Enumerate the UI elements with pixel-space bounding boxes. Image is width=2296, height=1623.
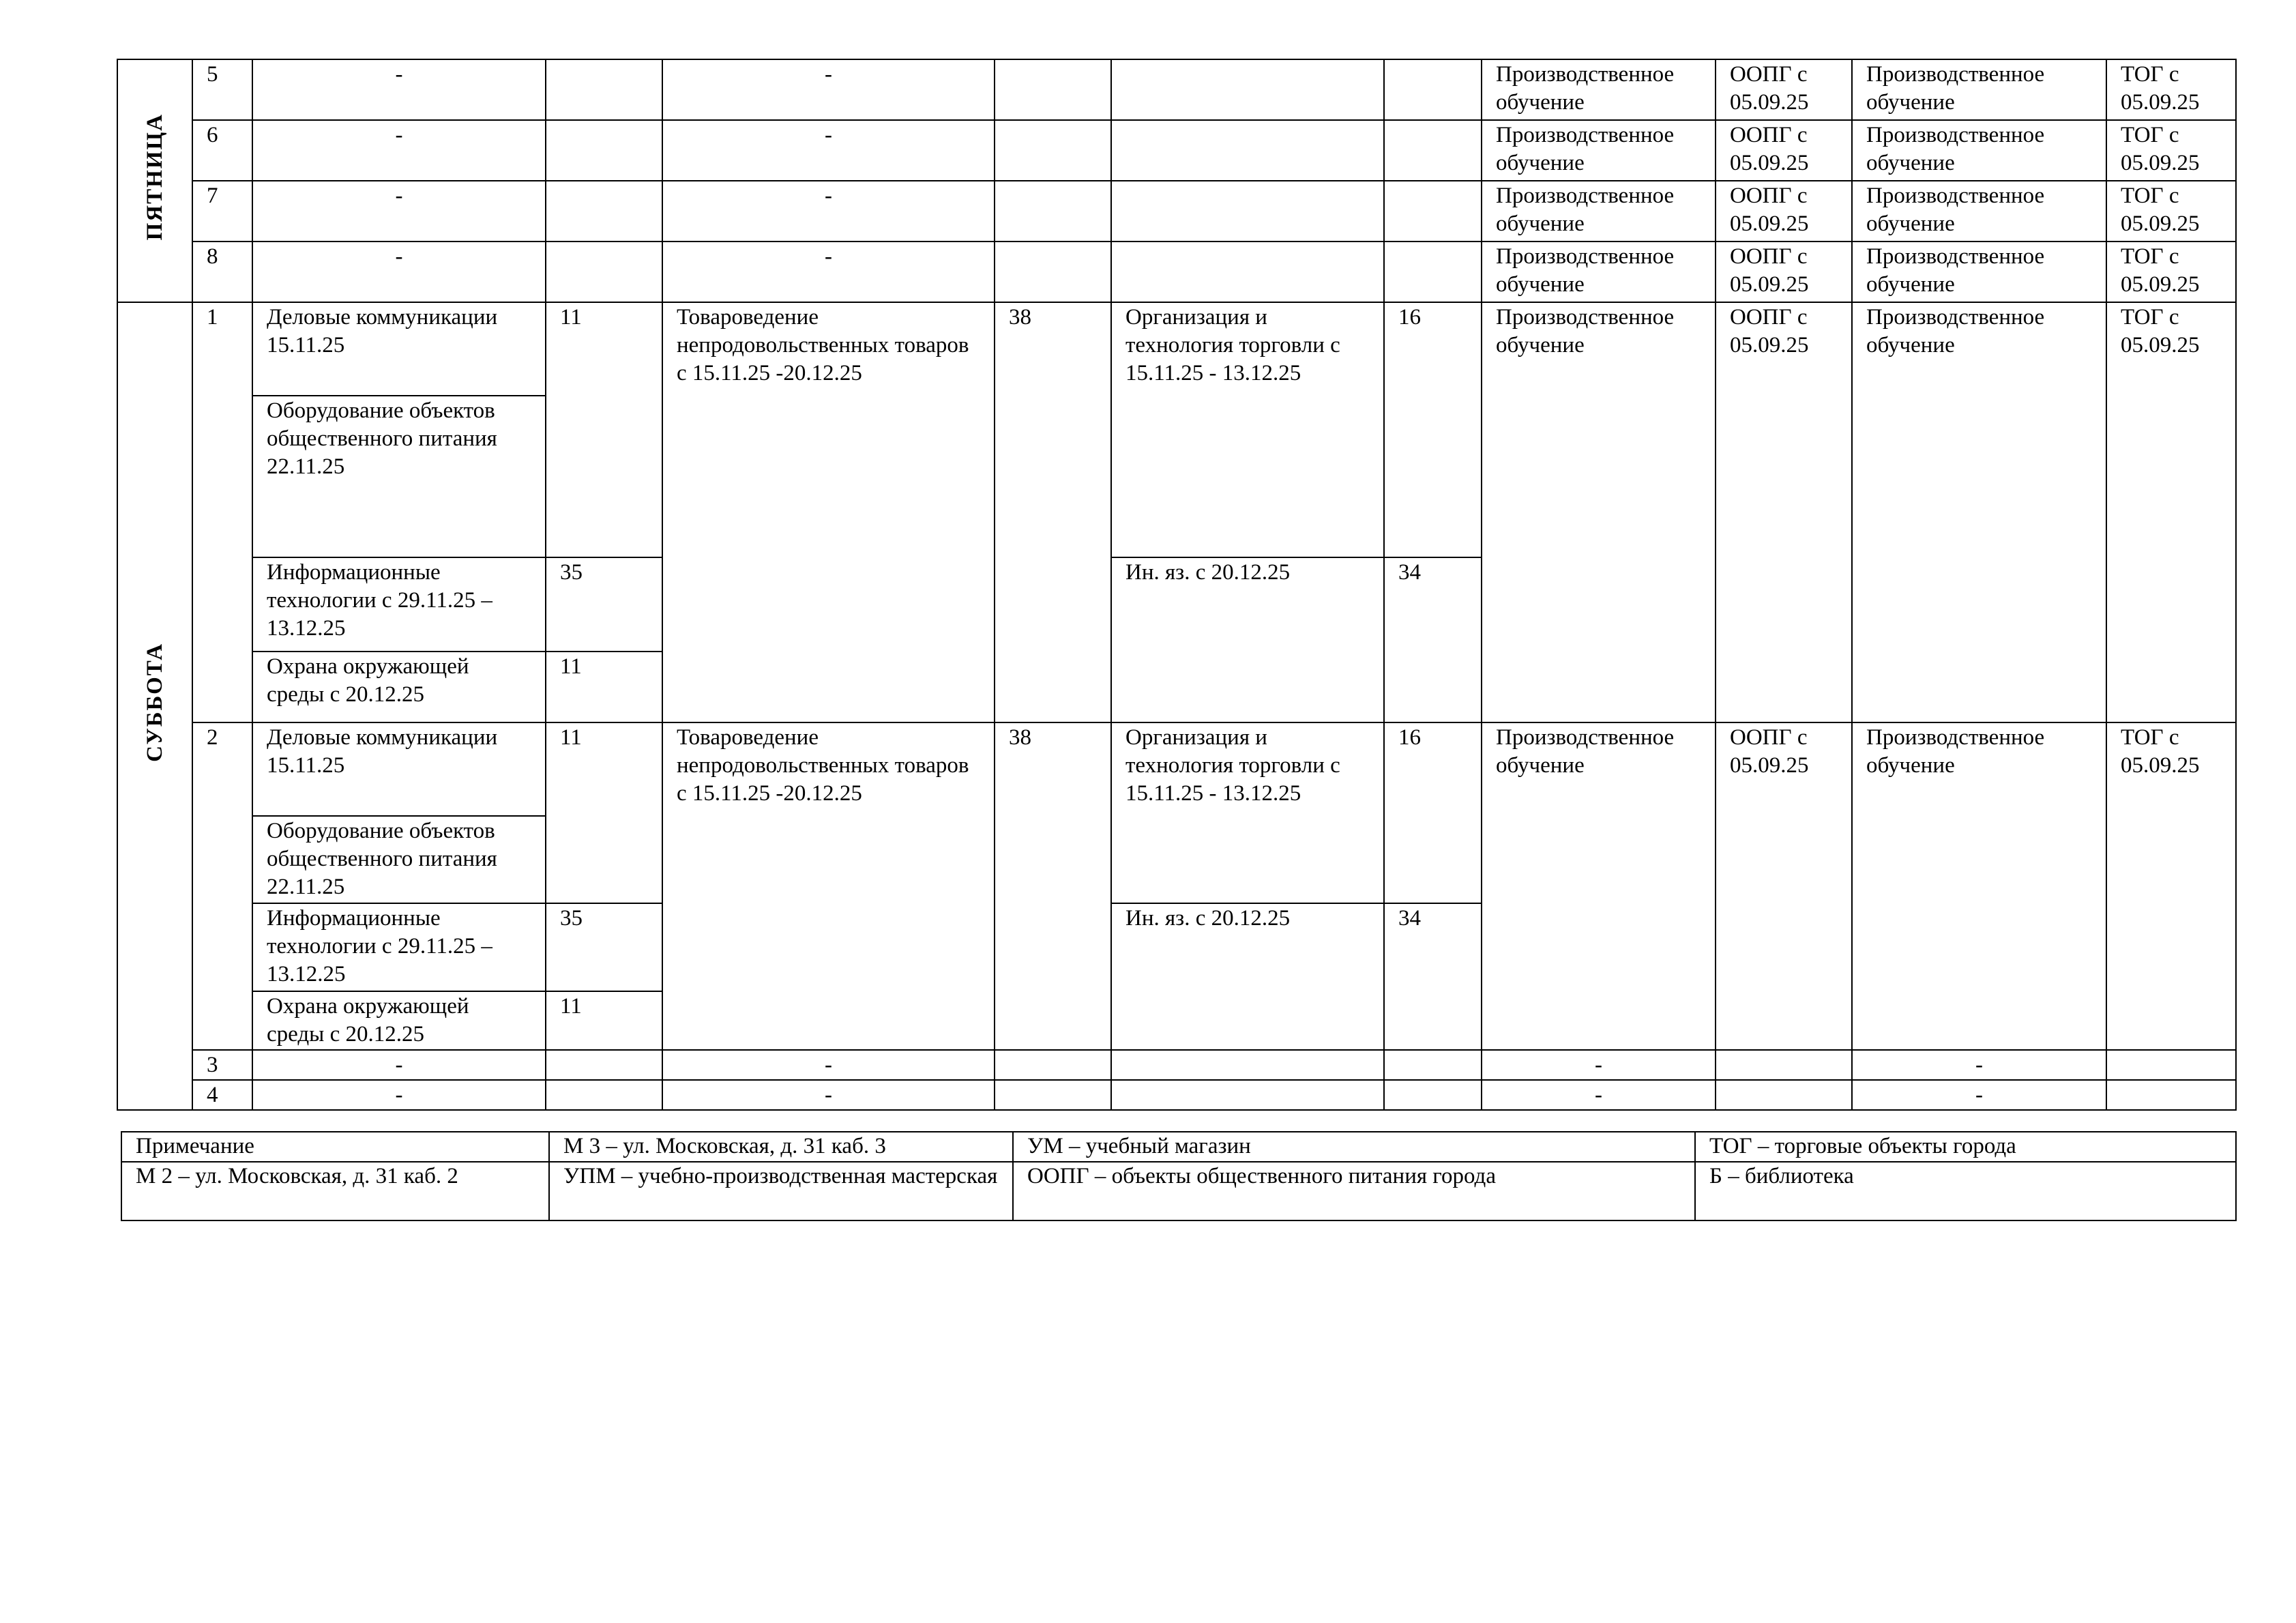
room-cell — [995, 1080, 1111, 1110]
subject-cell — [1111, 242, 1384, 302]
subject-cell: Оборудование объектов общественного питания 22.11.25 — [252, 396, 546, 557]
location-cell: ООПГ с 05.09.25 — [1716, 181, 1852, 242]
room-cell — [546, 59, 662, 120]
subject-cell: Организация и технология торговли с 15.11.25 - 13.12.25 — [1111, 722, 1384, 903]
subject-cell: Ин. яз. с 20.12.25 — [1111, 903, 1384, 1050]
subject-cell: - — [662, 242, 995, 302]
notes-table — [121, 1131, 2237, 1221]
practice-cell: Производственное обучение — [1482, 722, 1716, 1050]
subject-cell: Охрана окружающей среды с 20.12.25 — [252, 652, 546, 722]
location-cell — [1716, 1080, 1852, 1110]
room-cell: 38 — [995, 722, 1111, 1050]
location-cell: ТОГ с 05.09.25 — [2106, 302, 2236, 722]
room-cell: 11 — [546, 991, 662, 1050]
practice-cell: - — [1852, 1050, 2106, 1080]
subject-cell: - — [662, 120, 995, 181]
notes-cell: Примечание — [121, 1132, 549, 1162]
subject-cell — [1111, 1050, 1384, 1080]
practice-cell: Производственное обучение — [1482, 120, 1716, 181]
room-cell — [995, 181, 1111, 242]
location-cell: ООПГ с 05.09.25 — [1716, 59, 1852, 120]
table-row — [117, 242, 2236, 302]
table-row — [121, 1162, 2236, 1220]
day-label: СУББОТА — [142, 643, 167, 762]
subject-cell: - — [662, 1050, 995, 1080]
room-cell — [995, 1050, 1111, 1080]
room-cell — [546, 1080, 662, 1110]
room-cell — [1384, 242, 1482, 302]
room-cell: 34 — [1384, 557, 1482, 722]
table-row — [117, 722, 2236, 816]
practice-cell: Производственное обучение — [1852, 120, 2106, 181]
location-cell: ТОГ с 05.09.25 — [2106, 181, 2236, 242]
room-cell: 38 — [995, 302, 1111, 722]
subject-cell: Товароведение непродовольственных товаров с 15.11.25 -20.12.25 — [662, 302, 995, 722]
practice-cell: Производственное обучение — [1852, 722, 2106, 1050]
practice-cell: Производственное обучение — [1482, 302, 1716, 722]
room-cell — [995, 242, 1111, 302]
subject-cell: Охрана окружающей среды с 20.12.25 — [252, 991, 546, 1050]
subject-cell: Оборудование объектов общественного питания 22.11.25 — [252, 816, 546, 903]
table-row — [117, 181, 2236, 242]
table-row — [117, 1080, 2236, 1110]
subject-cell — [1111, 120, 1384, 181]
room-cell — [1384, 1080, 1482, 1110]
subject-cell: Ин. яз. с 20.12.25 — [1111, 557, 1384, 722]
table-row — [121, 1132, 2236, 1162]
notes-cell: ООПГ – объекты общественного питания города — [1013, 1162, 1695, 1220]
day-cell-saturday — [117, 302, 192, 1110]
subject-cell: - — [252, 242, 546, 302]
lesson-number: 8 — [192, 242, 252, 302]
subject-cell: Организация и технология торговли с 15.11.25 - 13.12.25 — [1111, 302, 1384, 557]
room-cell — [995, 120, 1111, 181]
subject-cell: - — [662, 59, 995, 120]
room-cell — [1384, 181, 1482, 242]
location-cell: ТОГ с 05.09.25 — [2106, 722, 2236, 1050]
room-cell: 34 — [1384, 903, 1482, 1050]
lesson-number: 3 — [192, 1050, 252, 1080]
notes-cell: Б – библиотека — [1695, 1162, 2236, 1220]
subject-cell: Информационные технологии с 29.11.25 – 13.12.25 — [252, 903, 546, 991]
location-cell: ООПГ с 05.09.25 — [1716, 722, 1852, 1050]
day-label: ПЯТНИЦА — [142, 113, 167, 241]
practice-cell: Производственное обучение — [1852, 302, 2106, 722]
subject-cell — [1111, 59, 1384, 120]
lesson-number: 6 — [192, 120, 252, 181]
practice-cell: - — [1852, 1080, 2106, 1110]
room-cell — [546, 181, 662, 242]
subject-cell: - — [252, 59, 546, 120]
notes-cell: М 3 – ул. Московская, д. 31 каб. 3 — [549, 1132, 1013, 1162]
subject-cell: - — [252, 1050, 546, 1080]
lesson-number: 1 — [192, 302, 252, 722]
notes-cell: УМ – учебный магазин — [1013, 1132, 1695, 1162]
room-cell: 11 — [546, 652, 662, 722]
practice-cell: - — [1482, 1080, 1716, 1110]
notes-cell: М 2 – ул. Московская, д. 31 каб. 2 — [121, 1162, 549, 1220]
room-cell — [1384, 59, 1482, 120]
practice-cell: - — [1482, 1050, 1716, 1080]
location-cell: ООПГ с 05.09.25 — [1716, 120, 1852, 181]
room-cell: 35 — [546, 557, 662, 652]
room-cell — [546, 1050, 662, 1080]
room-cell — [546, 242, 662, 302]
subject-cell — [1111, 1080, 1384, 1110]
practice-cell: Производственное обучение — [1482, 59, 1716, 120]
table-row — [117, 120, 2236, 181]
practice-cell: Производственное обучение — [1852, 181, 2106, 242]
practice-cell: Производственное обучение — [1482, 242, 1716, 302]
lesson-number: 2 — [192, 722, 252, 1050]
location-cell — [2106, 1080, 2236, 1110]
subject-cell: Товароведение непродовольственных товаров с 15.11.25 -20.12.25 — [662, 722, 995, 1050]
location-cell: ТОГ с 05.09.25 — [2106, 242, 2236, 302]
practice-cell: Производственное обучение — [1482, 181, 1716, 242]
table-row — [117, 1050, 2236, 1080]
table-row — [117, 302, 2236, 396]
subject-cell — [1111, 181, 1384, 242]
practice-cell: Производственное обучение — [1852, 59, 2106, 120]
subject-cell: Деловые коммуникации 15.11.25 — [252, 722, 546, 816]
notes-cell: ТОГ – торговые объекты города — [1695, 1132, 2236, 1162]
location-cell: ТОГ с 05.09.25 — [2106, 59, 2236, 120]
day-cell-friday — [117, 59, 192, 302]
room-cell: 11 — [546, 722, 662, 903]
subject-cell: - — [662, 1080, 995, 1110]
subject-cell: Деловые коммуникации 15.11.25 — [252, 302, 546, 396]
room-cell — [1384, 1050, 1482, 1080]
location-cell: ТОГ с 05.09.25 — [2106, 120, 2236, 181]
room-cell: 11 — [546, 302, 662, 557]
room-cell — [546, 120, 662, 181]
subject-cell: - — [662, 181, 995, 242]
subject-cell: - — [252, 181, 546, 242]
schedule-table — [117, 59, 2237, 1111]
location-cell — [1716, 1050, 1852, 1080]
location-cell: ООПГ с 05.09.25 — [1716, 242, 1852, 302]
room-cell — [995, 59, 1111, 120]
room-cell: 16 — [1384, 302, 1482, 557]
room-cell — [1384, 120, 1482, 181]
location-cell — [2106, 1050, 2236, 1080]
subject-cell: - — [252, 1080, 546, 1110]
notes-cell: УПМ – учебно-производственная мастерская — [549, 1162, 1013, 1220]
location-cell: ООПГ с 05.09.25 — [1716, 302, 1852, 722]
lesson-number: 5 — [192, 59, 252, 120]
practice-cell: Производственное обучение — [1852, 242, 2106, 302]
lesson-number: 7 — [192, 181, 252, 242]
room-cell: 16 — [1384, 722, 1482, 903]
room-cell: 35 — [546, 903, 662, 991]
subject-cell: - — [252, 120, 546, 181]
lesson-number: 4 — [192, 1080, 252, 1110]
subject-cell: Информационные технологии с 29.11.25 – 13.12.25 — [252, 557, 546, 652]
table-row — [117, 59, 2236, 120]
